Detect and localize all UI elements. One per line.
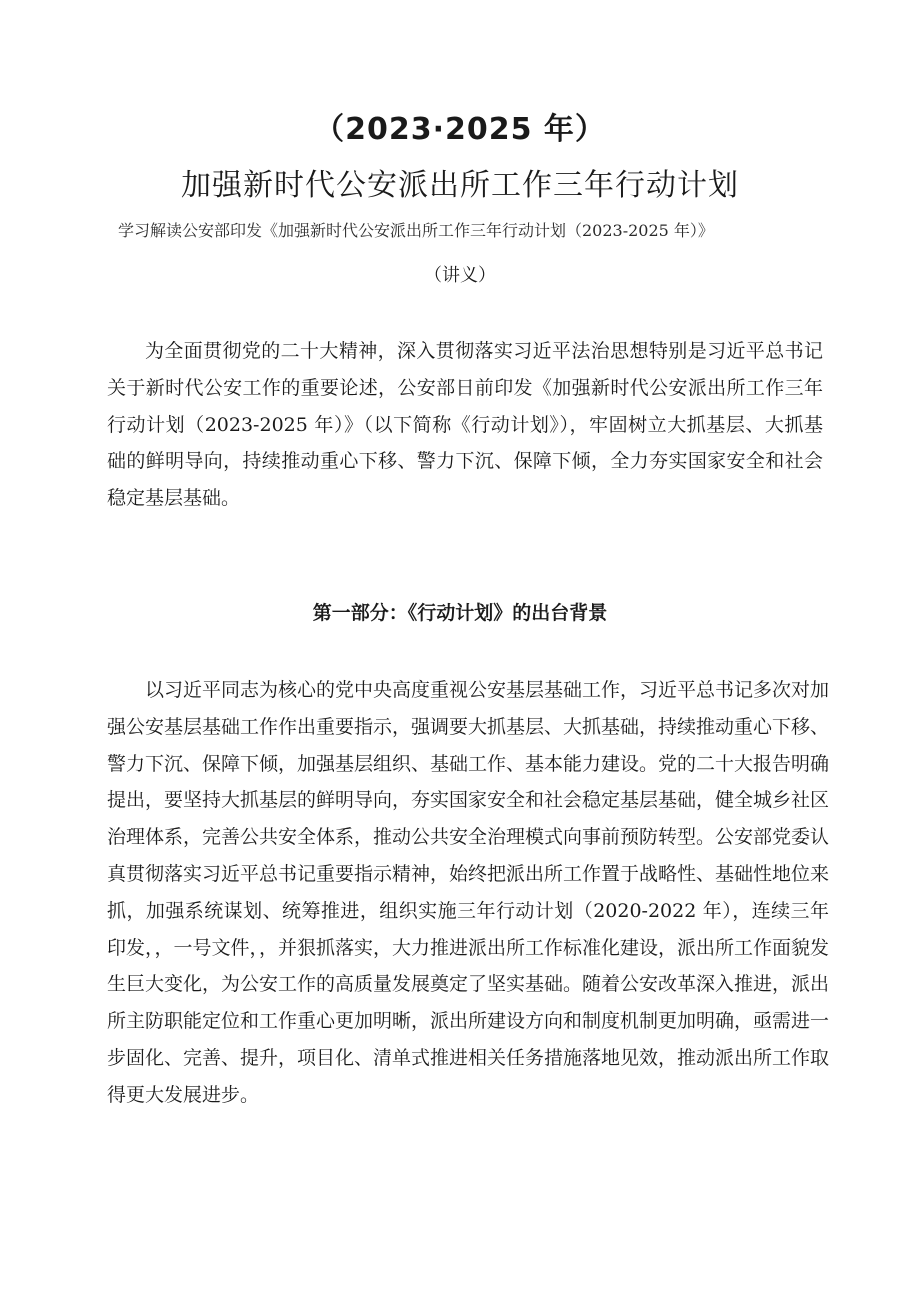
title-years: （2023·2025 年） — [314, 112, 606, 147]
document-subtitle: 学习解读公安部印发《加强新时代公安派出所工作三年行动计划（2023-2025 年）》 — [118, 221, 714, 240]
intro-paragraph: 为全面贯彻党的二十大精神，深入贯彻落实习近平法治思想特别是习近平总书记关于新时代公安工作的重要论述，公安部日前印发《加强新时代公安派出所工作三年行动计划（2023-2025 年）》（以下简称《行动计划》），牢固树立大抓基层、大抓基础的鲜明导向，持续推动重心下移、警力下沉、保障下倾，全力夯实国家安全和社会稳定基层基础。 — [107, 340, 823, 510]
background-paragraph: 以习近平同志为核心的党中央高度重视公安基层基础工作，习近平总书记多次对加强公安基层基础工作作出重要指示，强调要大抓基层、大抓基础，持续推动重心下移、警力下沉、保障下倾，加强基层组织、基础工作、基本能力建设。党的二十大报告明确提出，要坚持大抓基层的鲜明导向，夯实国家安全和社会稳定基层基础，健全城乡社区治理体系，完善公共安全体系，推动公共安全治理模式向事前预防转型。公安部党委认真贯彻落实习近平总书记重要指示精神，始终把派出所工作置于战略性、基础性地位来抓，加强系统谋划、统筹推进，组织实施三年行动计划（2020-2022 年），连续三年印发，，一号文件，，并狠抓落实，大力推进派出所工作标准化建设，派出所工作面貌发生巨大变化，为公安工作的高质量发展奠定了坚实基础。随着公安改革深入推进，派出所主防职能定位和工作重心更加明晰，派出所建设方向和制度机制更加明确，亟需进一步固化、完善、提升，项目化、清单式推进相关任务措施落地见效，推动派出所工作取得更大发展进步。 — [107, 679, 830, 1106]
document-title: 加强新时代公安派出所工作三年行动计划 — [181, 168, 739, 203]
lecture-note: （讲义） — [424, 265, 496, 286]
section-heading: 第一部分：《行动计划》的出台背景 — [312, 602, 608, 624]
